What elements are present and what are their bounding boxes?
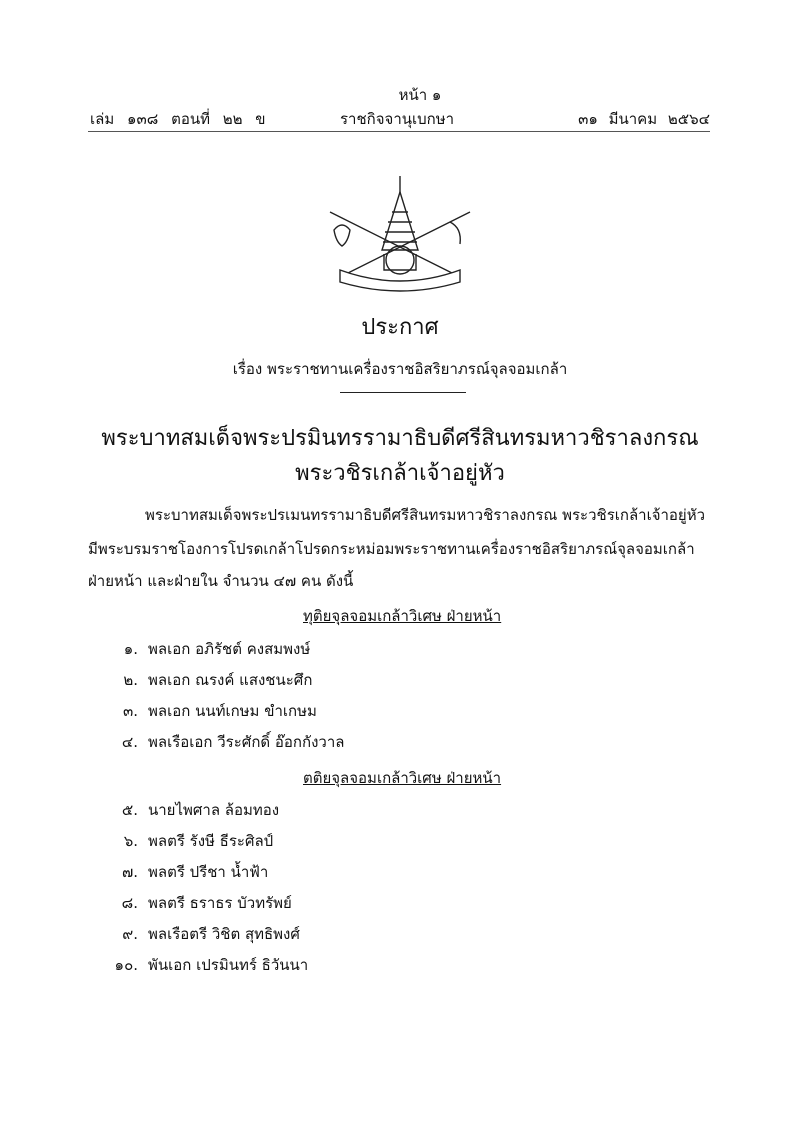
item-number: ๒.: [123, 671, 138, 689]
item-number: ๓.: [122, 702, 138, 720]
royal-emblem: [320, 172, 480, 292]
list-item: [98, 829, 273, 853]
list-item: [98, 860, 268, 884]
item-name: พลเรือตรี วิชิต สุทธิพงศ์: [148, 925, 300, 943]
announcement-heading: ประกาศ: [361, 315, 439, 340]
item-name: พลเอก นนท์เกษม ขำเกษม: [148, 702, 317, 720]
item-name: พลตรี ปรีชา น้ำฟ้า: [148, 863, 269, 881]
list-item: [98, 953, 308, 977]
item-name: พลตรี ธราธร บัวทรัพย์: [148, 894, 292, 912]
publication-name: ราชกิจจานุเบกษา: [340, 110, 455, 128]
item-number: ๗.: [121, 863, 138, 881]
list-item: [98, 922, 300, 946]
item-name: นายไพศาล ล้อมทอง: [148, 801, 280, 819]
item-name: พลเอก อภิรัชต์ คงสมพงษ์: [148, 640, 311, 658]
item-name: พันเอก เปรมินทร์ ธิวันนา: [148, 956, 309, 974]
item-name: พลเอก ณรงค์ แสงชนะศึก: [148, 671, 313, 689]
list-item: [98, 798, 279, 822]
header-divider: [88, 131, 710, 132]
item-number: ๘.: [121, 894, 138, 912]
royal-title-line2: พระวชิรเกล้าเจ้าอยู่หัว: [295, 461, 505, 486]
item-number: ๑๐.: [114, 956, 138, 974]
item-number: ๖.: [123, 832, 138, 850]
item-number: ๑.: [123, 640, 138, 658]
item-number: ๙.: [122, 925, 138, 943]
subject-divider: [340, 392, 466, 393]
section-heading: ตติยจุลจอมเกล้าวิเศษ ฝ่ายหน้า: [303, 769, 502, 787]
item-number: ๔.: [121, 733, 138, 751]
page-number: หน้า ๑: [398, 86, 442, 104]
list-item: [98, 668, 312, 692]
item-number: ๕.: [121, 801, 138, 819]
volume-issue: เล่ม ๑๓๘ ตอนที่ ๒๒ ข: [90, 110, 266, 128]
list-item: [98, 637, 310, 661]
list-item: [98, 730, 344, 754]
list-item: [98, 891, 292, 915]
list-item: [98, 699, 317, 723]
body-line-1: พระบาทสมเด็จพระปรเมนทรรามาธิบดีศรีสินทรมหาวชิราลงกรณ พระวชิรเกล้าเจ้าอยู่หัว: [145, 506, 706, 524]
royal-title-line1: พระบาทสมเด็จพระปรมินทรรามาธิบดีศรีสินทรมหาวชิราลงกรณ: [101, 426, 699, 451]
body-line-2: มีพระบรมราชโองการโปรดเกล้าโปรดกระหม่อมพระราชทานเครื่องราชอิสริยาภรณ์จุลจอมเกล้า: [88, 540, 695, 558]
body-line-3: ฝ่ายหน้า และฝ่ายใน จำนวน ๔๗ คน ดังนี้: [88, 572, 354, 590]
publication-date: ๓๑ มีนาคม ๒๕๖๔: [578, 110, 710, 128]
announcement-subject: เรื่อง พระราชทานเครื่องราชอิสริยาภรณ์จุลจอมเกล้า: [232, 360, 568, 378]
item-name: พลเรือเอก วีระศักดิ์ อ๊อกกังวาล: [148, 733, 345, 751]
item-name: พลตรี รังษี ธีระศิลป์: [148, 832, 274, 850]
section-heading: ทุติยจุลจอมเกล้าวิเศษ ฝ่ายหน้า: [303, 607, 502, 625]
